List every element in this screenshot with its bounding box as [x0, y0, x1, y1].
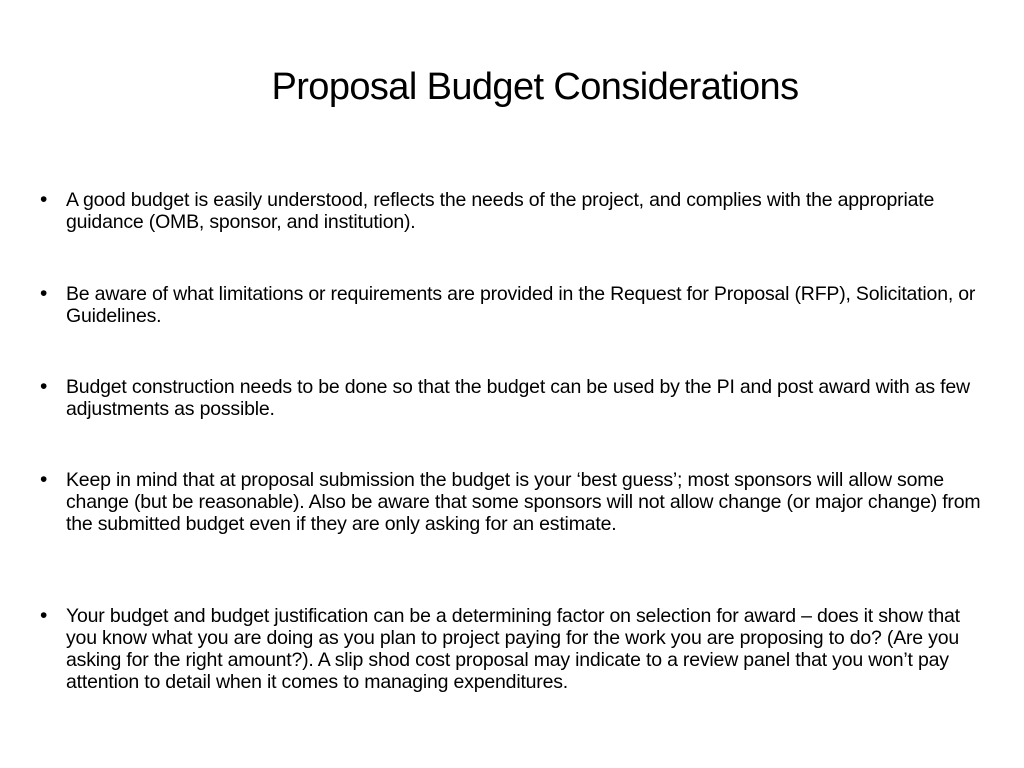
slide-title: Proposal Budget Considerations: [271, 66, 799, 108]
bullet-point-icon: •: [40, 188, 48, 211]
bullet-item: [40, 283, 988, 327]
bullet-text: Keep in mind that at proposal submission the budget is your ‘best guess’; most sponsors will allow some change (but be reasonable). Also be aware that some sponsors will not allow change (or major change) from the submitted budget even if they are only asking for an estimate.: [66, 469, 981, 535]
bullet-point-icon: •: [40, 468, 48, 491]
bullet-text: Your budget and budget justification can be a determining factor on selection for award – does it show that you know what you are doing as you plan to project paying for the work you are proposing to do? (Are you asking for the right amount?). A slip shod cost proposal may indicate to a review panel that you won’t pay attention to detail when it comes to managing expenditures.: [66, 605, 960, 693]
bullet-item: [40, 605, 988, 693]
bullet-text: Budget construction needs to be done so that the budget can be used by the PI and post award with as few adjustments as possible.: [66, 376, 970, 420]
bullet-point-icon: •: [40, 375, 48, 398]
bullet-text: Be aware of what limitations or requirements are provided in the Request for Proposal (RFP), Solicitation, or Guidelines.: [66, 283, 976, 327]
bullet-item: [40, 469, 988, 535]
bullet-item: [40, 189, 988, 233]
bullet-point-icon: •: [40, 604, 48, 627]
bullet-point-icon: •: [40, 282, 48, 305]
bullet-item: [40, 376, 988, 420]
bullet-text: A good budget is easily understood, reflects the needs of the project, and complies with the appropriate guidance (OMB, sponsor, and institution).: [66, 189, 935, 233]
